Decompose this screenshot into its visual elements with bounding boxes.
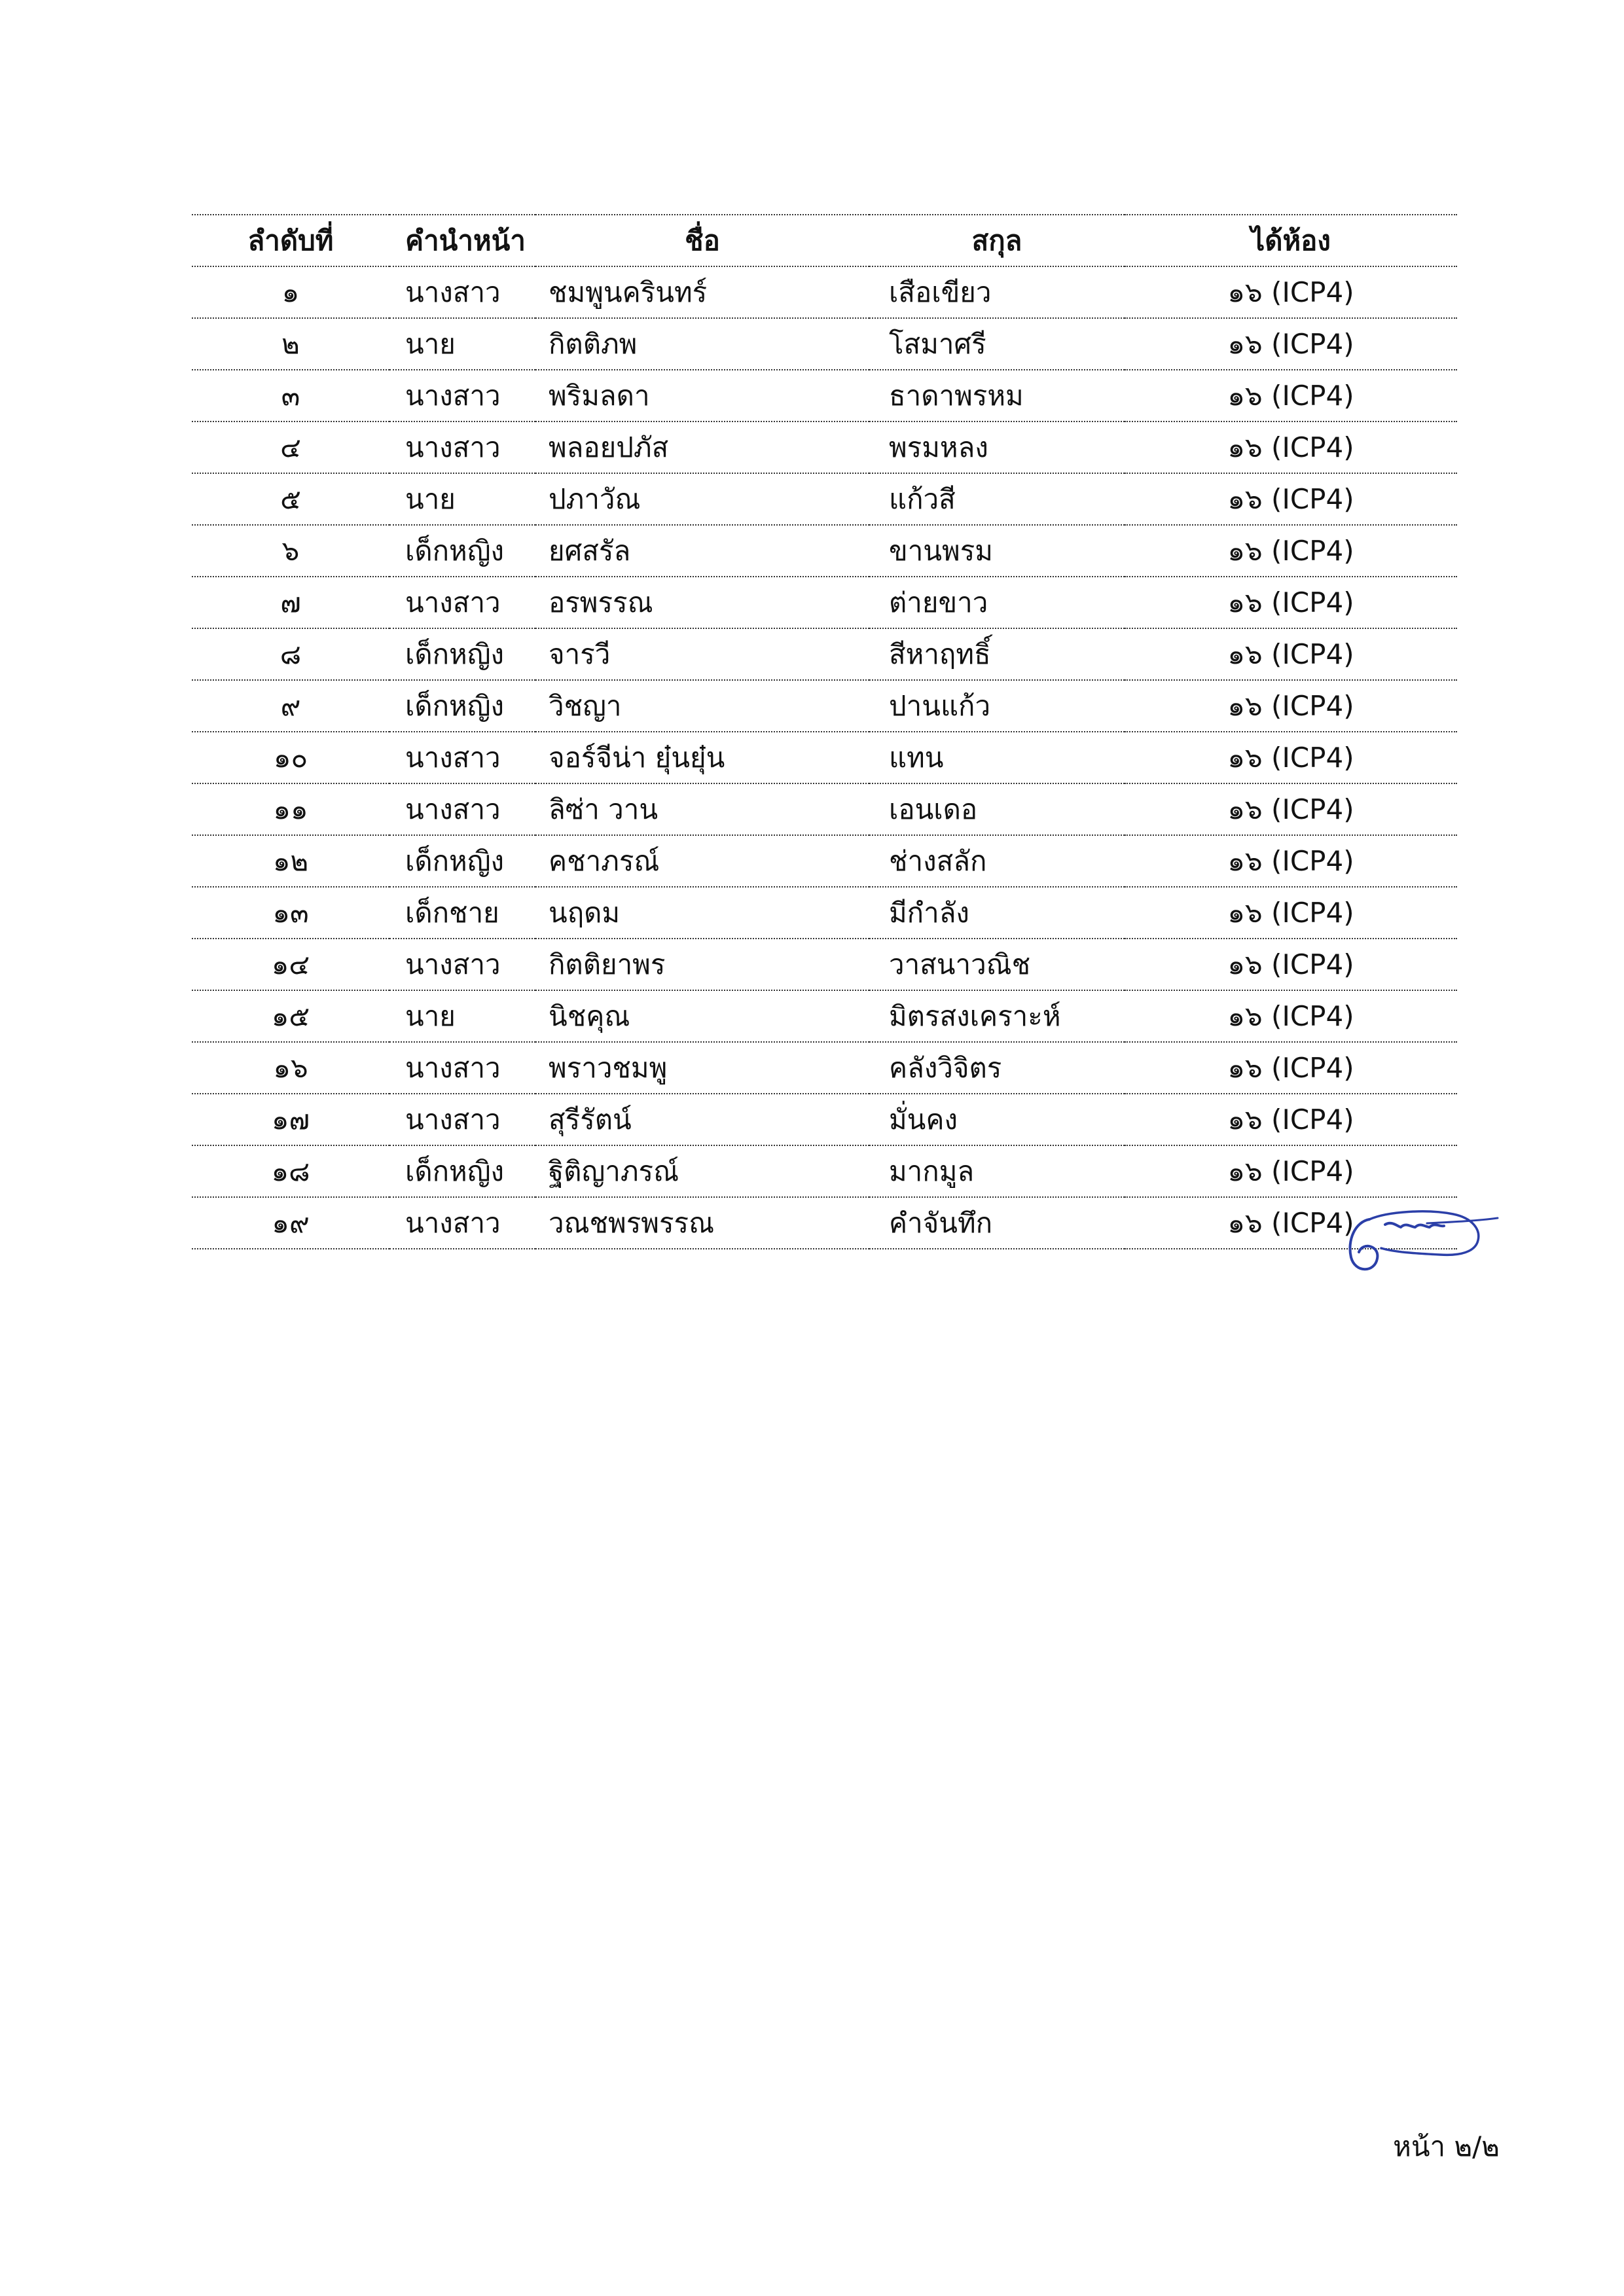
cell-order: ๑๗ bbox=[192, 1094, 389, 1145]
cell-surname: โสมาศรี bbox=[869, 318, 1125, 370]
cell-room: ๑๖ (ICP4) bbox=[1125, 732, 1457, 783]
table-row bbox=[192, 783, 1457, 835]
table-row bbox=[192, 1145, 1457, 1197]
cell-prefix: นางสาว bbox=[389, 577, 535, 628]
table-row bbox=[192, 266, 1457, 318]
cell-room: ๑๖ (ICP4) bbox=[1125, 783, 1457, 835]
table-row bbox=[192, 887, 1457, 939]
table-header bbox=[192, 215, 1457, 266]
cell-name: วณชพรพรรณ bbox=[535, 1197, 869, 1249]
cell-order: ๑๕ bbox=[192, 990, 389, 1042]
cell-prefix: นางสาว bbox=[389, 1094, 535, 1145]
cell-room: ๑๖ (ICP4) bbox=[1125, 577, 1457, 628]
cell-prefix: เด็กชาย bbox=[389, 887, 535, 939]
cell-surname: มั่นคง bbox=[869, 1094, 1125, 1145]
table-row bbox=[192, 370, 1457, 422]
cell-surname: ช่างสลัก bbox=[869, 835, 1125, 887]
cell-surname: เสือเขียว bbox=[869, 266, 1125, 318]
cell-surname: คลังวิจิตร bbox=[869, 1042, 1125, 1094]
cell-name: จารวี bbox=[535, 628, 869, 680]
table-row bbox=[192, 680, 1457, 732]
cell-surname: เอนเดอ bbox=[869, 783, 1125, 835]
cell-surname: คำจันทึก bbox=[869, 1197, 1125, 1249]
cell-prefix: นาย bbox=[389, 990, 535, 1042]
cell-name: ชมพูนครินทร์ bbox=[535, 266, 869, 318]
cell-order: ๙ bbox=[192, 680, 389, 732]
cell-prefix: นาย bbox=[389, 318, 535, 370]
cell-surname: ปานแก้ว bbox=[869, 680, 1125, 732]
cell-surname: พรมหลง bbox=[869, 422, 1125, 473]
cell-surname: มากมูล bbox=[869, 1145, 1125, 1197]
cell-prefix: นาย bbox=[389, 473, 535, 525]
cell-room: ๑๖ (ICP4) bbox=[1125, 422, 1457, 473]
cell-prefix: เด็กหญิง bbox=[389, 1145, 535, 1197]
cell-surname: แก้วสี bbox=[869, 473, 1125, 525]
cell-surname: ขานพรม bbox=[869, 525, 1125, 577]
cell-room: ๑๖ (ICP4) bbox=[1125, 990, 1457, 1042]
cell-room: ๑๖ (ICP4) bbox=[1125, 835, 1457, 887]
cell-name: อรพรรณ bbox=[535, 577, 869, 628]
cell-prefix: นางสาว bbox=[389, 422, 535, 473]
cell-order: ๑๔ bbox=[192, 939, 389, 990]
table-row bbox=[192, 422, 1457, 473]
cell-prefix: นางสาว bbox=[389, 783, 535, 835]
cell-prefix: นางสาว bbox=[389, 732, 535, 783]
cell-name: คชาภรณ์ bbox=[535, 835, 869, 887]
cell-room: ๑๖ (ICP4) bbox=[1125, 680, 1457, 732]
cell-name: ยศสรัล bbox=[535, 525, 869, 577]
cell-order: ๑๖ bbox=[192, 1042, 389, 1094]
cell-name: นิชคุณ bbox=[535, 990, 869, 1042]
cell-prefix: เด็กหญิง bbox=[389, 680, 535, 732]
cell-order: ๑๑ bbox=[192, 783, 389, 835]
cell-name: พราวชมพู bbox=[535, 1042, 869, 1094]
cell-room: ๑๖ (ICP4) bbox=[1125, 473, 1457, 525]
cell-order: ๒ bbox=[192, 318, 389, 370]
cell-order: ๑๓ bbox=[192, 887, 389, 939]
table-row bbox=[192, 628, 1457, 680]
cell-name: พริมลดา bbox=[535, 370, 869, 422]
cell-room: ๑๖ (ICP4) bbox=[1125, 1042, 1457, 1094]
cell-prefix: เด็กหญิง bbox=[389, 835, 535, 887]
cell-room: ๑๖ (ICP4) bbox=[1125, 939, 1457, 990]
table-row bbox=[192, 1197, 1457, 1249]
cell-name: ปภาวัณ bbox=[535, 473, 869, 525]
table-row bbox=[192, 525, 1457, 577]
header-row bbox=[192, 215, 1457, 266]
cell-surname: ธาดาพรหม bbox=[869, 370, 1125, 422]
table-row bbox=[192, 577, 1457, 628]
cell-order: ๗ bbox=[192, 577, 389, 628]
cell-order: ๘ bbox=[192, 628, 389, 680]
student-room-table bbox=[192, 214, 1457, 1249]
header-surname: สกุล bbox=[869, 215, 1125, 266]
cell-surname: มิตรสงเคราะห์ bbox=[869, 990, 1125, 1042]
header-prefix: คำนำหน้า bbox=[389, 215, 535, 266]
cell-room: ๑๖ (ICP4) bbox=[1125, 1145, 1457, 1197]
cell-order: ๖ bbox=[192, 525, 389, 577]
cell-prefix: นางสาว bbox=[389, 1197, 535, 1249]
cell-order: ๑๒ bbox=[192, 835, 389, 887]
table-row bbox=[192, 939, 1457, 990]
cell-name: จอร์จีน่า ยุ๋นยุ๋น bbox=[535, 732, 869, 783]
cell-order: ๕ bbox=[192, 473, 389, 525]
table-body bbox=[192, 266, 1457, 1249]
cell-room: ๑๖ (ICP4) bbox=[1125, 525, 1457, 577]
table-row bbox=[192, 1094, 1457, 1145]
cell-prefix: เด็กหญิง bbox=[389, 628, 535, 680]
cell-prefix: นางสาว bbox=[389, 266, 535, 318]
cell-order: ๑๐ bbox=[192, 732, 389, 783]
cell-room: ๑๖ (ICP4) bbox=[1125, 1094, 1457, 1145]
cell-room: ๑๖ (ICP4) bbox=[1125, 318, 1457, 370]
cell-order: ๑๘ bbox=[192, 1145, 389, 1197]
cell-name: กิตติภพ bbox=[535, 318, 869, 370]
page-number: หน้า ๒/๒ bbox=[1393, 2130, 1500, 2162]
cell-prefix: เด็กหญิง bbox=[389, 525, 535, 577]
cell-surname: มีกำลัง bbox=[869, 887, 1125, 939]
cell-order: ๑๙ bbox=[192, 1197, 389, 1249]
table-row bbox=[192, 318, 1457, 370]
cell-room: ๑๖ (ICP4) bbox=[1125, 628, 1457, 680]
cell-room: ๑๖ (ICP4) bbox=[1125, 1197, 1457, 1249]
table-row bbox=[192, 990, 1457, 1042]
cell-name: ลิซ่า วาน bbox=[535, 783, 869, 835]
cell-name: กิตติยาพร bbox=[535, 939, 869, 990]
cell-surname: วาสนาวณิช bbox=[869, 939, 1125, 990]
cell-surname: ต่ายขาว bbox=[869, 577, 1125, 628]
cell-order: ๑ bbox=[192, 266, 389, 318]
table-row bbox=[192, 473, 1457, 525]
cell-prefix: นางสาว bbox=[389, 370, 535, 422]
cell-name: พลอยปภัส bbox=[535, 422, 869, 473]
header-order: ลำดับที่ bbox=[192, 215, 389, 266]
table-row bbox=[192, 835, 1457, 887]
cell-name: นฤดม bbox=[535, 887, 869, 939]
cell-order: ๔ bbox=[192, 422, 389, 473]
table-row bbox=[192, 732, 1457, 783]
cell-room: ๑๖ (ICP4) bbox=[1125, 370, 1457, 422]
cell-room: ๑๖ (ICP4) bbox=[1125, 887, 1457, 939]
table-row bbox=[192, 1042, 1457, 1094]
cell-prefix: นางสาว bbox=[389, 939, 535, 990]
cell-prefix: นางสาว bbox=[389, 1042, 535, 1094]
cell-surname: แทน bbox=[869, 732, 1125, 783]
header-room: ได้ห้อง bbox=[1125, 215, 1457, 266]
cell-surname: สีหาฤทธิ์ bbox=[869, 628, 1125, 680]
signature-icon bbox=[1329, 1175, 1499, 1286]
cell-name: วิชญา bbox=[535, 680, 869, 732]
cell-room: ๑๖ (ICP4) bbox=[1125, 266, 1457, 318]
cell-order: ๓ bbox=[192, 370, 389, 422]
cell-name: สุรีรัตน์ bbox=[535, 1094, 869, 1145]
header-name: ชื่อ bbox=[535, 215, 869, 266]
cell-name: ฐิติญาภรณ์ bbox=[535, 1145, 869, 1197]
